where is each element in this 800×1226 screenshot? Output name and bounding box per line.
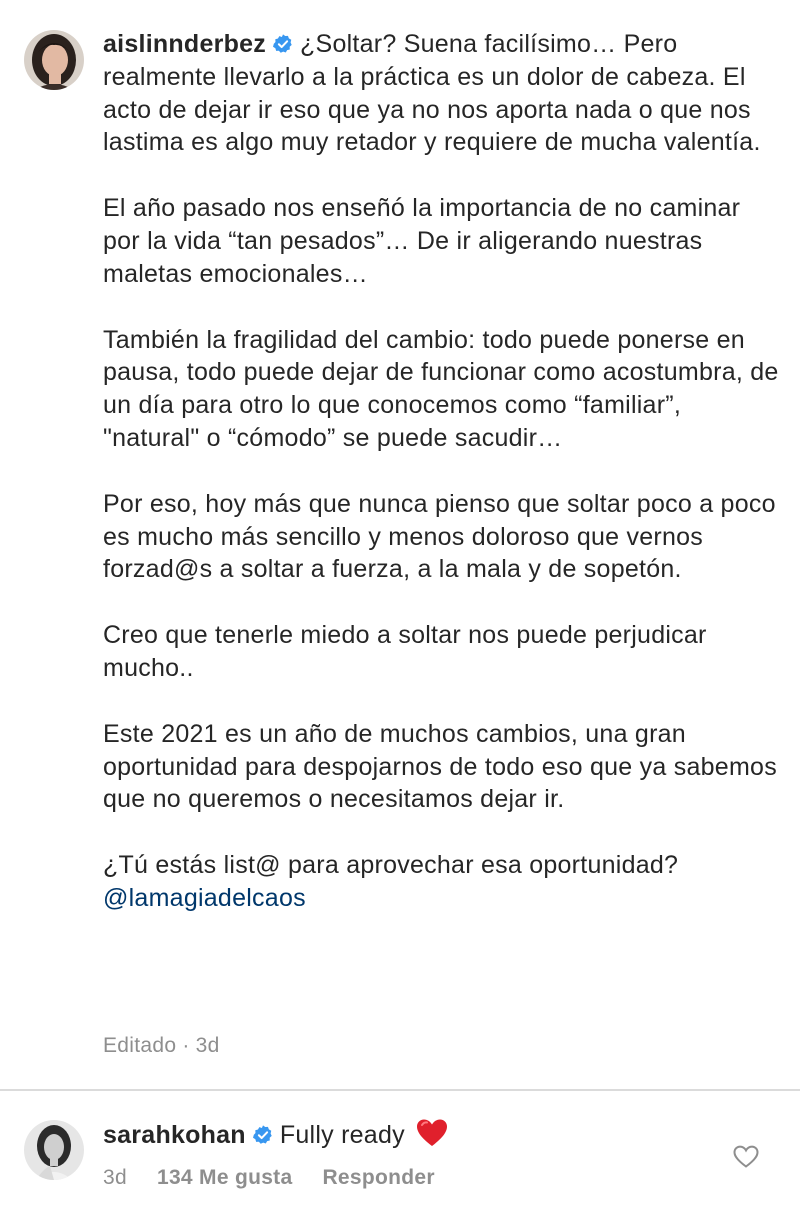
caption-divider	[0, 1089, 800, 1091]
caption-paragraph-1	[103, 28, 783, 159]
caption-paragraph-1-text: ¿Soltar? Suena facilísimo… Pero realmente llevarlo a la práctica es un dolor de cabeza. El acto de dejar ir eso que ya no nos aporta nada o que nos lastima es algo muy retador y requiere de mucha valentía.	[103, 30, 761, 157]
reply-author-avatar[interactable]	[24, 1120, 84, 1180]
caption-paragraph-5: Creo que tenerle miedo a soltar nos puede perjudicar mucho..	[103, 621, 707, 682]
reply-username[interactable]: sarahkohan	[103, 1121, 246, 1149]
verified-badge-icon	[252, 1124, 274, 1146]
caption-paragraph-7-text: ¿Tú estás list@ para aprovechar esa oportunidad?	[103, 851, 679, 880]
like-heart-icon[interactable]	[733, 1145, 759, 1169]
caption-paragraph-6: Este 2021 es un año de muchos cambios, una gran oportunidad para despojarnos de todo eso que ya sabemos que no queremos o necesitamos dejar ir.	[103, 719, 777, 814]
edited-label: Editado	[103, 1034, 177, 1057]
reply-content	[103, 1118, 448, 1152]
caption-paragraph-3: También la fragilidad del cambio: todo puede ponerse en pausa, todo puede dejar de funcionar como acostumbra, de un día para otro lo que conocemos como “familiar”, "natural" o “cómodo” se puede sacudir…	[103, 325, 779, 452]
red-heart-emoji-icon	[416, 1118, 448, 1148]
reply-button[interactable]: Responder	[322, 1166, 435, 1189]
caption-paragraph-4: Por eso, hoy más que nunca pienso que soltar poco a poco es mucho más sencillo y menos doloroso que vernos forzad@s a soltar a fuerza, a la mala y de sopetón.	[103, 489, 776, 584]
caption-author-avatar[interactable]	[24, 30, 84, 90]
verified-badge-icon	[272, 33, 294, 55]
caption-paragraph-2: El año pasado nos enseñó la importancia de no caminar por la vida “tan pesados”… De ir aligerando nuestras maletas emocionales…	[103, 194, 741, 288]
reply-likes-count[interactable]: 134 Me gusta	[156, 1166, 293, 1189]
reply-time: 3d	[103, 1166, 127, 1189]
caption-meta	[103, 1034, 220, 1058]
reply-meta	[103, 1166, 465, 1190]
caption-time: 3d	[195, 1034, 220, 1057]
caption-username[interactable]: aislinnderbez	[103, 30, 267, 58]
mention-link[interactable]: @lamagiadelcaos	[103, 883, 306, 912]
caption-paragraph-7	[103, 849, 783, 915]
caption-body	[103, 28, 783, 915]
reply-text: Fully ready	[279, 1121, 405, 1149]
meta-separator: ·	[182, 1034, 190, 1057]
